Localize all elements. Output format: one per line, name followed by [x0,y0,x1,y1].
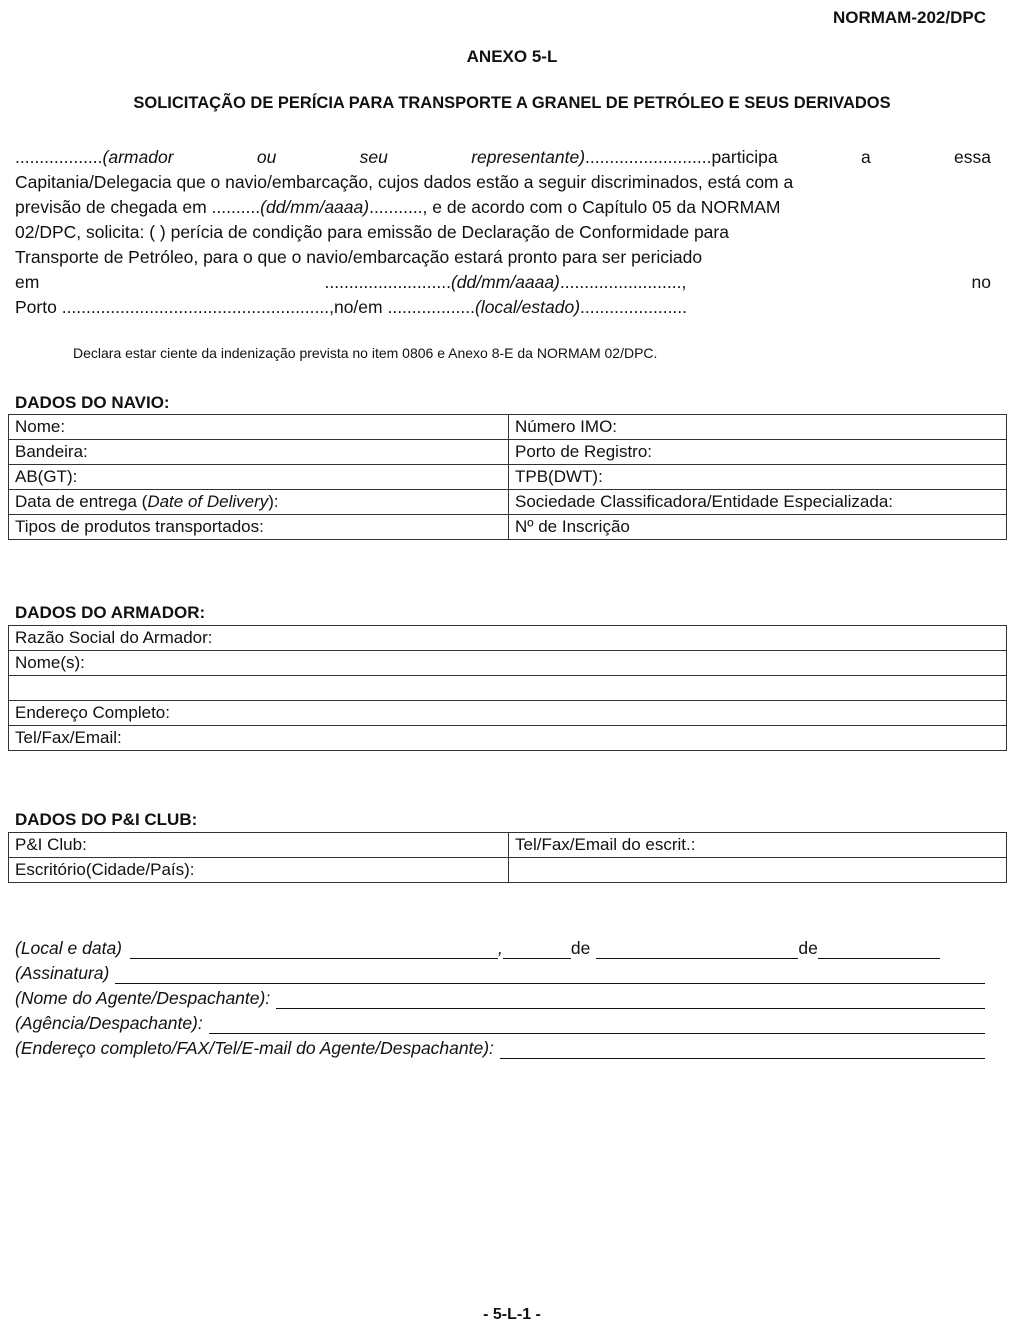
field-razao-social[interactable]: Razão Social do Armador: [9,626,1007,651]
field-endereco-completo[interactable]: Endereço Completo: [9,701,1007,726]
paragraph-line-7: Porto .......................................................,no/em ..................(local/estado)...................... [15,297,688,317]
signature-line-local-data: (Local e data) , de de [15,938,985,959]
signature-line-assinatura [15,963,985,984]
signature-line-endereco [15,1038,985,1059]
table-row [9,626,1007,651]
field-blank[interactable] [9,676,1007,701]
table-row [9,833,1007,858]
document-code: NORMAM-202/DPC [832,8,986,27]
declaration-note: Declara estar ciente da indenização prevista no item 0806 e Anexo 8-E da NORMAM 02/DPC. [73,345,658,361]
paragraph-line-3: previsão de chegada em ..........(dd/mm/aaaa)..........., e de acordo com o Capítulo 05 da NORMAM [15,197,781,217]
page-title: SOLICITAÇÃO DE PERÍCIA PARA TRANSPORTE A GRANEL DE PETRÓLEO E SEUS DERIVADOS [133,94,891,112]
month-field[interactable] [596,940,798,959]
field-tel-fax-email[interactable]: Tel/Fax/Email: [9,726,1007,751]
label-agencia: (Agência/Despachante): [15,1013,203,1033]
table-row [9,726,1007,751]
field-pi-blank[interactable] [509,858,1007,883]
paragraph-line-2: Capitania/Delegacia que o navio/embarcação, cujos dados estão a seguir discriminados, está com a [15,172,794,192]
signature-line-agencia [15,1013,985,1034]
agente-field[interactable] [276,990,985,1009]
table-row [9,651,1007,676]
local-field[interactable] [130,940,498,959]
signature-line-agente [15,988,985,1009]
label-local-data: (Local e data) [15,938,123,958]
field-pi-club[interactable]: P&I Club: [9,833,509,858]
section-title-pi-club: DADOS DO P&I CLUB: [15,810,198,829]
field-numero-imo[interactable]: Número IMO: [509,415,1007,440]
field-bandeira[interactable]: Bandeira: [9,440,509,465]
table-row [9,465,1007,490]
page-number: - 5-L-1 - [483,1306,541,1323]
annex-title: ANEXO 5-L [466,47,558,66]
day-field[interactable] [503,940,571,959]
table-row [9,515,1007,540]
paragraph-line-5: Transporte de Petróleo, para o que o navio/embarcação estará pronto para ser periciado [15,247,703,267]
field-ab-gt[interactable]: AB(GT): [9,465,509,490]
field-tel-fax-email-escritorio[interactable]: Tel/Fax/Email do escrit.: [509,833,1007,858]
paragraph-line-4: 02/DPC, solicita: ( ) perícia de condição para emissão de Declaração de Conformidade para [15,222,729,242]
paragraph-line-1: ..................(armador ou seu representante)..........................participa a essa [15,147,991,167]
label-endereco-agente: (Endereço completo/FAX/Tel/E-mail do Agente/Despachante): [15,1038,494,1058]
field-data-entrega[interactable]: Data de entrega (Date of Delivery): [9,490,509,515]
table-row [9,701,1007,726]
armador-table [8,625,1007,751]
table-row [9,858,1007,883]
label-agente: (Nome do Agente/Despachante): [15,988,271,1008]
pi-club-table [8,832,1007,883]
section-title-armador: DADOS DO ARMADOR: [15,603,206,622]
field-tipos-produtos[interactable]: Tipos de produtos transportados: [9,515,509,540]
table-row [9,415,1007,440]
paragraph-line-6: em ..........................(dd/mm/aaaa)........................., no [15,272,991,292]
field-numero-inscricao[interactable]: Nº de Inscrição [509,515,1007,540]
field-escritorio-cidade-pais[interactable]: Escritório(Cidade/País): [9,858,509,883]
field-sociedade-classificadora[interactable]: Sociedade Classificadora/Entidade Especializada: [509,490,1007,515]
field-tpb-dwt[interactable]: TPB(DWT): [509,465,1007,490]
section-title-navio: DADOS DO NAVIO: [15,393,170,412]
agencia-field[interactable] [209,1015,985,1034]
field-nomes[interactable]: Nome(s): [9,651,1007,676]
endereco-agente-field[interactable] [500,1040,985,1059]
request-paragraph [15,145,991,320]
assinatura-field[interactable] [115,965,985,984]
table-row [9,490,1007,515]
navio-table [8,414,1007,540]
field-porto-registro[interactable]: Porto de Registro: [509,440,1007,465]
table-row [9,676,1007,701]
year-field[interactable] [818,940,940,959]
field-nome[interactable]: Nome: [9,415,509,440]
label-assinatura: (Assinatura) [15,963,110,983]
table-row [9,440,1007,465]
